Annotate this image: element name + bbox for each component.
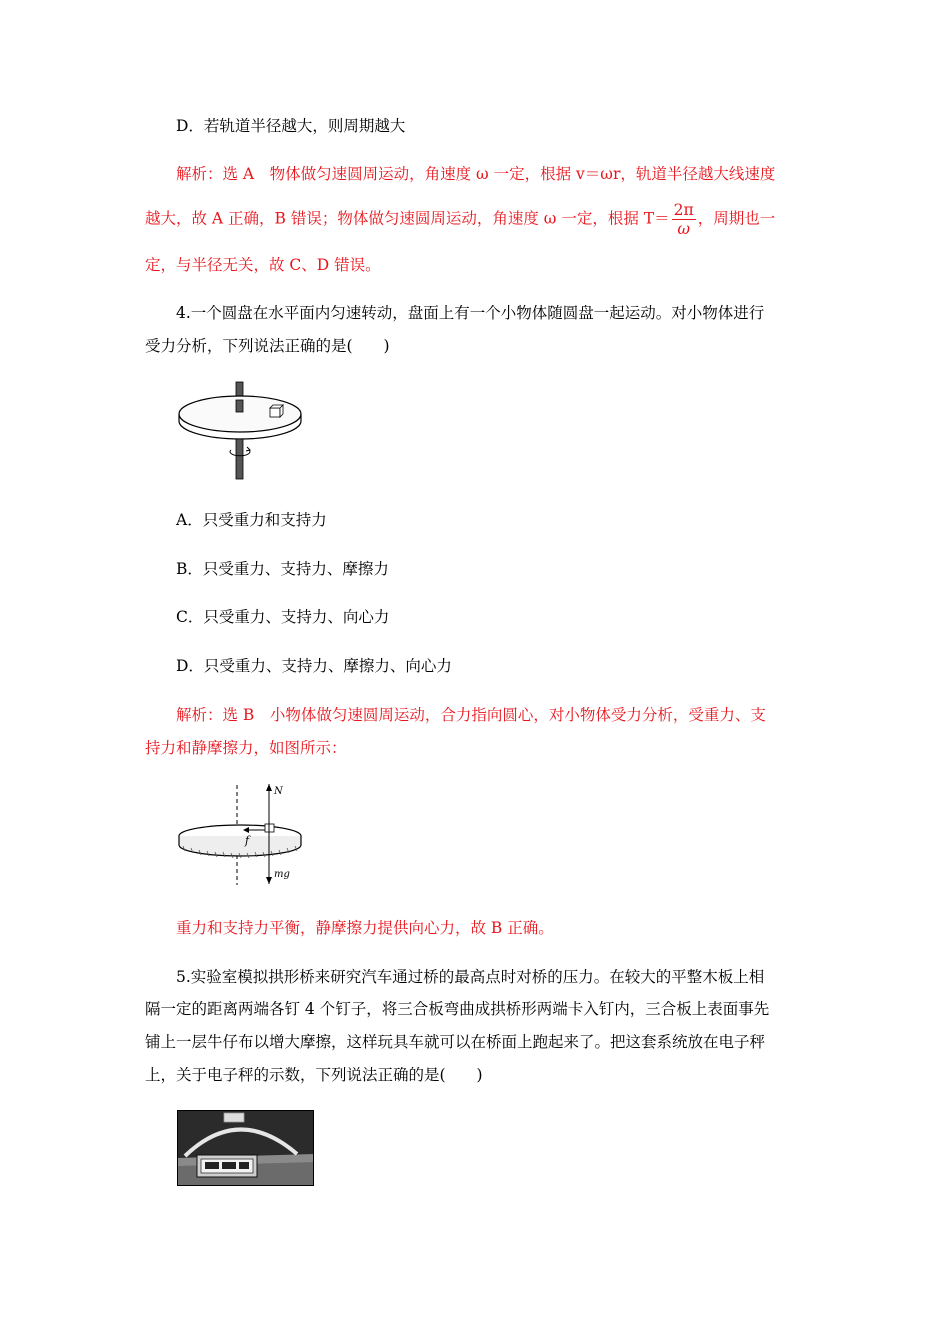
label-f: f bbox=[245, 834, 250, 847]
q4-analysis-line-2: 持力和静摩擦力，如图所示： bbox=[145, 739, 347, 757]
q4-option-c: C．只受重力、支持力、向心力 bbox=[176, 608, 390, 626]
q3-analysis-line-1: 解析：选 A 物体做匀速圆周运动，角速度 ω 一定，根据 v＝ωr，轨道半径越大线速度 bbox=[176, 165, 776, 183]
force-diagram-figure bbox=[175, 780, 310, 890]
arch-bridge-photo bbox=[177, 1110, 314, 1186]
q3-analysis-line-2 bbox=[145, 201, 775, 238]
q5-stem-line-1: 5.实验室模拟拱形桥来研究汽车通过桥的最高点时对桥的压力。在较大的平整木板上相 bbox=[176, 968, 765, 986]
q4-stem-line-2: 受力分析，下列说法正确的是( ) bbox=[145, 337, 390, 355]
q4-stem-line-1: 4.一个圆盘在水平面内匀速转动，盘面上有一个小物体随圆盘一起运动。对小物体进行 bbox=[176, 304, 765, 322]
q5-stem-line-2: 隔一定的距离两端各钉 4 个钉子，将三合板弯曲成拱桥形两端卡入钉内，三合板上表面事先 bbox=[145, 1000, 770, 1018]
q3-analysis-line-2-part-a: 越大，故 A 正确，B 错误；物体做匀速圆周运动，角速度 ω 一定，根据 T＝ bbox=[145, 209, 670, 228]
q5-stem-line-4: 上，关于电子秤的示数，下列说法正确的是( ) bbox=[145, 1066, 483, 1084]
q4-analysis-line-1: 解析：选 B 小物体做匀速圆周运动，合力指向圆心，对小物体受力分析，受重力、支 bbox=[176, 706, 766, 724]
q4-option-d: D．只受重力、支持力、摩擦力、向心力 bbox=[176, 657, 452, 675]
q4-option-b: B．只受重力、支持力、摩擦力 bbox=[176, 560, 389, 578]
label-n: N bbox=[274, 786, 283, 797]
q4-conclusion: 重力和支持力平衡，静摩擦力提供向心力，故 B 正确。 bbox=[176, 919, 554, 937]
rotating-disk-figure bbox=[175, 378, 305, 490]
q5-stem-line-3: 铺上一层牛仔布以增大摩擦，这样玩具车就可以在桥面上跑起来了。把这套系统放在电子秤 bbox=[145, 1033, 766, 1051]
fraction-denominator: ω bbox=[677, 220, 690, 238]
q3-analysis-line-2-part-b: ，周期也一 bbox=[697, 209, 776, 228]
q3-option-d: D．若轨道半径越大，则周期越大 bbox=[176, 117, 406, 135]
q3-analysis-line-3: 定，与半径无关，故 C、D 错误。 bbox=[145, 256, 381, 274]
fraction-numerator: 2π bbox=[673, 201, 694, 219]
q4-option-a: A．只受重力和支持力 bbox=[176, 511, 327, 529]
period-fraction bbox=[672, 201, 696, 238]
label-mg: mg bbox=[274, 869, 290, 880]
